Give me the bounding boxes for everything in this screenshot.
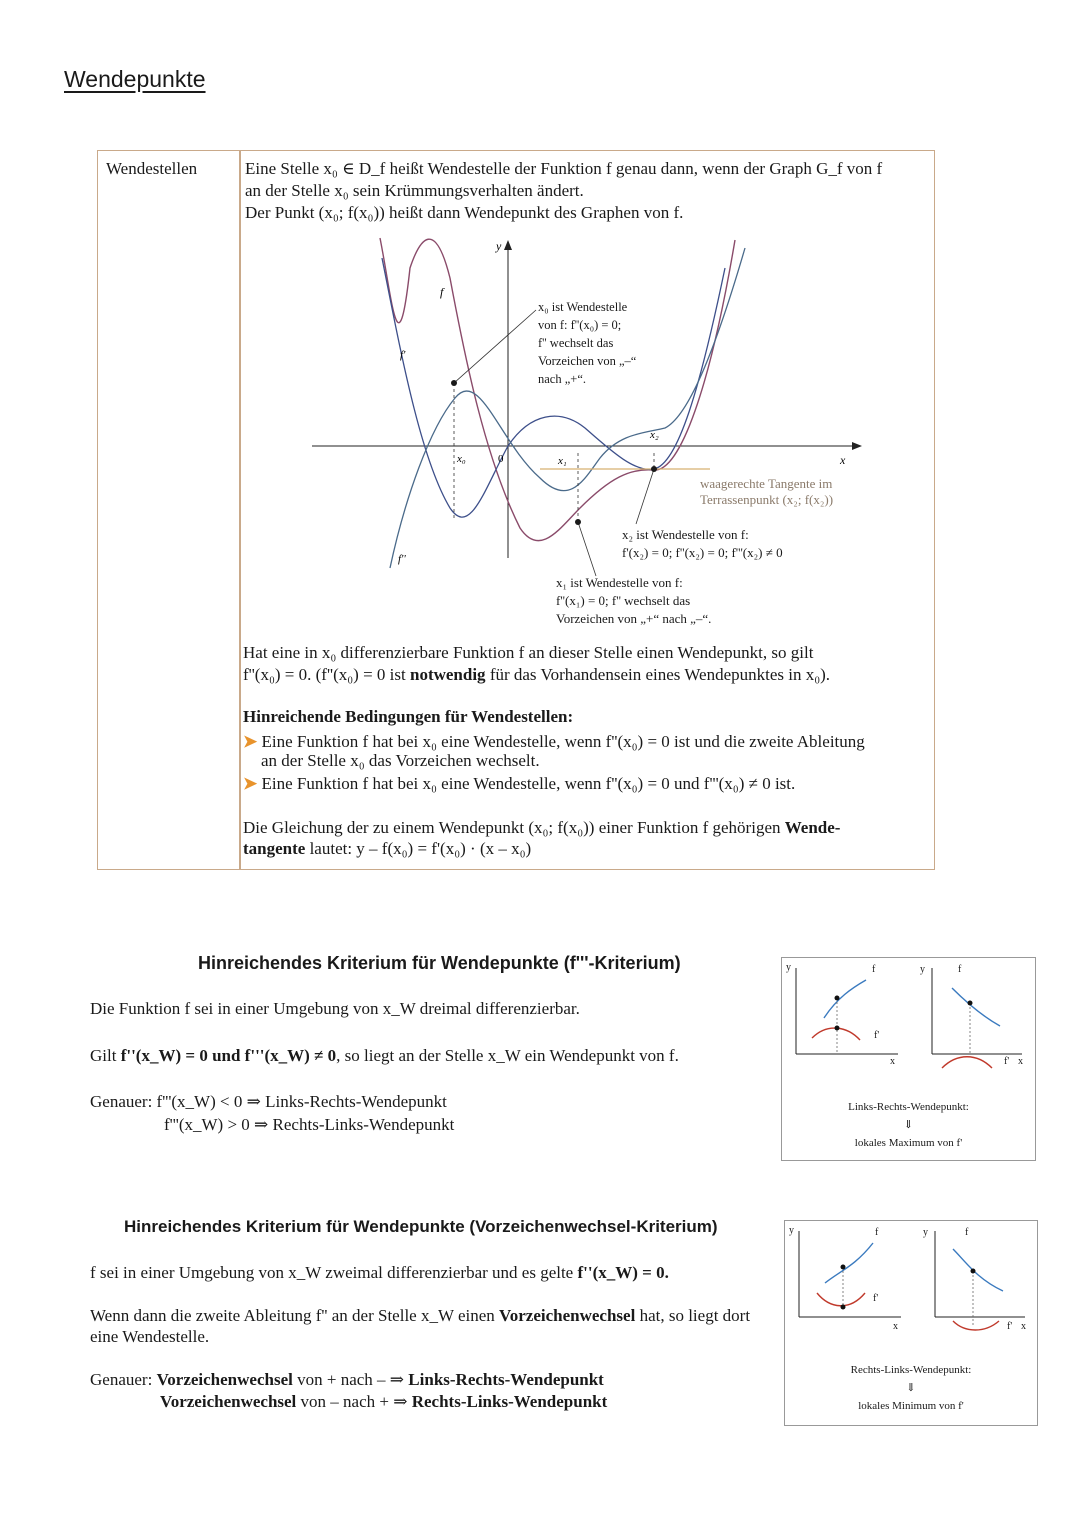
definition-line-3: Der Punkt (x₀; f(x₀)) heißt dann Wendepunkt des Graphen von f.	[245, 203, 684, 222]
fig1-caption: Links-Rechts-Wendepunkt: ⇓ lokales Maximum von f'	[848, 1101, 969, 1149]
figure-right-left	[784, 1220, 1038, 1426]
pointer-x0	[454, 310, 536, 383]
fig2-y-label: y	[789, 1225, 794, 1236]
box-left-label: Wendestellen	[106, 159, 198, 178]
fig2-caption: Rechts-Links-Wendepunkt: ⇓ lokales Minimum von f'	[850, 1364, 972, 1412]
note-x1: x₁ ist Wendestelle von f: f''(x₁) = 0; f'' wechselt das Vorzeichen von „+“ nach „–“.	[556, 575, 712, 626]
criterion1-line-3: Genauer: f'''(x_W) < 0 ⇒ Links-Rechts-Wendepunkt	[90, 1092, 447, 1111]
f-label: f	[440, 285, 444, 299]
note-tangent: waagerechte Tangente im Terrassenpunkt (x₂; f(x₂))	[700, 476, 834, 507]
fig2-f-label: f	[875, 1227, 879, 1238]
bullet-arrow-icon: ➤	[243, 774, 258, 793]
tangent-line-2: tangente lautet: y – f(x₀) = f'(x₀) · (x – x₀)	[243, 839, 532, 858]
fig1-f-label-2: f	[958, 964, 962, 975]
criterion2-line-1: f sei in einer Umgebung von x_W zweimal differenzierbar und es gelte f''(x_W) = 0.	[90, 1263, 669, 1282]
criterion2-line-3: eine Wendestelle.	[90, 1327, 210, 1346]
terrace-point-x2	[651, 466, 657, 472]
criterion1-heading: Hinreichendes Kriterium für Wendepunkte (f'''-Kriterium)	[198, 953, 681, 973]
fig2-f-prime-label: f'	[873, 1293, 879, 1304]
curve-f	[380, 238, 735, 541]
x2-tick-label: x₂	[650, 429, 659, 441]
fig1-y-label-2: y	[920, 964, 925, 975]
fig2-f-label-2: f	[965, 1227, 969, 1238]
criterion2-line-5: Vorzeichenwechsel von – nach + ⇒ Rechts-Links-Wendepunkt	[160, 1392, 608, 1411]
sufficient-1: ➤ Eine Funktion f hat bei x₀ eine Wendestelle, wenn f''(x₀) = 0 ist und die zweite Ableitung	[243, 732, 865, 751]
inflection-point-x1	[575, 519, 581, 525]
figure-left-right	[781, 957, 1036, 1161]
criterion1-line-1: Die Funktion f sei in einer Umgebung von x_W dreimal differenzierbar.	[90, 999, 580, 1018]
fig1-f-prime-label-2: f'	[1004, 1056, 1010, 1067]
zero-label: 0	[498, 453, 504, 465]
note-x0: x₀ ist Wendestelle von f: f''(x₀) = 0; f'' wechselt das Vorzeichen von „–“ nach „+“.	[538, 300, 637, 386]
criterion2-line-2: Wenn dann die zweite Ableitung f'' an der Stelle x_W einen Vorzeichenwechsel hat, so liegt dort	[90, 1306, 751, 1325]
f-prime-label: f'	[400, 349, 406, 361]
criterion2-line-4: Genauer: Vorzeichenwechsel von + nach – ⇒ Links-Rechts-Wendepunkt	[90, 1370, 604, 1389]
tangent-line-1: Die Gleichung der zu einem Wendepunkt (x₀; f(x₀)) einer Funktion f gehörigen Wende-	[243, 818, 841, 837]
criterion2-heading: Hinreichendes Kriterium für Wendepunkte (Vorzeichenwechsel-Kriterium)	[124, 1217, 718, 1236]
fig1-f-prime-label: f'	[874, 1030, 880, 1041]
sufficient-1b: an der Stelle x₀ das Vorzeichen wechselt.	[261, 751, 540, 770]
x-label: x	[840, 453, 846, 467]
x-axis-arrow	[852, 442, 862, 450]
y-label: y	[496, 239, 502, 253]
definition-line-2: an der Stelle x₀ sein Krümmungsverhalten ändert.	[245, 181, 584, 200]
sufficient-heading: Hinreichende Bedingungen für Wendestellen:	[243, 707, 574, 726]
pointer-x2	[636, 469, 654, 524]
bullet-arrow-icon: ➤	[243, 732, 258, 751]
y-axis-arrow	[504, 240, 512, 250]
definition-line-1: Eine Stelle x₀ ∈ D_f heißt Wendestelle der Funktion f genau dann, wenn der Graph G_f von f	[245, 159, 883, 178]
page-title: Wendepunkte	[64, 66, 206, 92]
necessary-line-1: Hat eine in x₀ differenzierbare Funktion f an dieser Stelle einen Wendepunkt, so gilt	[243, 643, 814, 662]
fig2-y-label-2: y	[923, 1227, 928, 1238]
f-double-prime-label: f''	[398, 553, 406, 565]
fig1-f-label: f	[872, 964, 876, 975]
x1-tick-label: x₁	[558, 455, 567, 467]
fig1-x-label-2: x	[1018, 1056, 1023, 1067]
fig1-y-label: y	[786, 962, 791, 973]
fig1-x-label: x	[890, 1056, 895, 1067]
inflection-point-x0	[451, 380, 457, 386]
x0-tick-label: x₀	[457, 453, 466, 465]
fig2-f-prime-label-2: f'	[1007, 1321, 1013, 1332]
sufficient-2: ➤ Eine Funktion f hat bei x₀ eine Wendestelle, wenn f''(x₀) = 0 und f'''(x₀) ≠ 0 ist.	[243, 774, 796, 793]
pointer-x1	[578, 522, 596, 576]
note-x2: x₂ ist Wendestelle von f: f'(x₂) = 0; f''(x₂) = 0; f'''(x₂) ≠ 0	[622, 527, 783, 560]
necessary-line-2: f''(x₀) = 0. (f''(x₀) = 0 ist notwendig für das Vorhandensein eines Wendepunktes in x₀).	[243, 665, 831, 684]
fig2-x-label: x	[893, 1321, 898, 1332]
criterion1-line-2: Gilt f''(x_W) = 0 und f'''(x_W) ≠ 0, so liegt an der Stelle x_W ein Wendepunkt von f.	[90, 1046, 679, 1065]
criterion1-line-4: f'''(x_W) > 0 ⇒ Rechts-Links-Wendepunkt	[164, 1115, 455, 1134]
fig2-x-label-2: x	[1021, 1321, 1026, 1332]
